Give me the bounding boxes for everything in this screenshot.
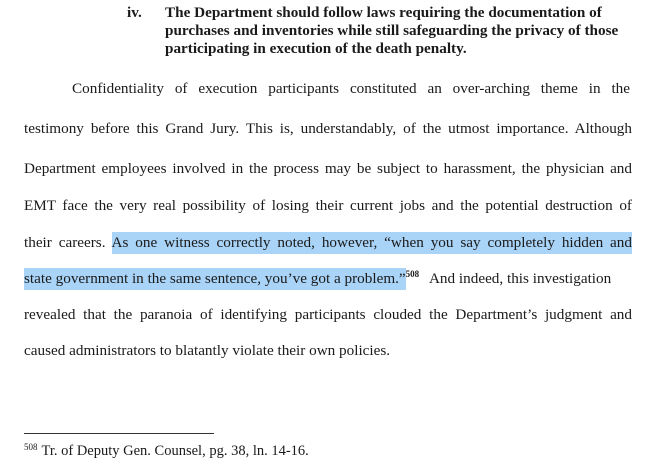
paragraph-line-3: Department employees involved in the process may be subject to harassment, the physician and <box>24 160 632 177</box>
paragraph-line-2: testimony before this Grand Jury. This is, understandably, of the utmost importance. Although <box>24 120 632 137</box>
highlighted-quote-part-1: As one witness correctly noted, however, “when you say completely hidden and <box>112 232 632 254</box>
highlighted-quote-part-2: state government in the same sentence, you’ve got a problem.” <box>24 268 406 290</box>
heading-line-1: The Department should follow laws requiring the documentation of <box>165 4 602 21</box>
heading-line-3: participating in execution of the death penalty. <box>165 40 467 57</box>
heading-number: iv. <box>127 4 142 21</box>
paragraph-line-4: EMT face the very real possibility of losing their current jobs and the potential destruction of <box>24 197 632 214</box>
paragraph-line-5 <box>24 233 632 253</box>
footnote <box>24 442 309 460</box>
line-5-plain-text: their careers. <box>24 234 106 251</box>
paragraph-line-6 <box>24 269 611 289</box>
line-6-plain-text: And indeed, this investigation <box>428 270 612 287</box>
heading-text <box>165 4 645 58</box>
paragraph-line-8: caused administrators to blatantly violate their own policies. <box>24 342 391 359</box>
paragraph-line-1: Confidentiality of execution participants constituted an over-arching theme in the <box>72 80 630 97</box>
footnote-reference: 508 <box>405 269 420 279</box>
footnote-separator <box>24 433 214 434</box>
paragraph-line-7: revealed that the paranoia of identifying participants clouded the Department’s judgment and <box>24 306 632 323</box>
footnote-text: Tr. of Deputy Gen. Counsel, pg. 38, ln. 14-16. <box>41 443 309 459</box>
footnote-number: 508 <box>24 442 38 452</box>
heading-line-2: purchases and inventories while still safeguarding the privacy of those <box>165 22 619 39</box>
